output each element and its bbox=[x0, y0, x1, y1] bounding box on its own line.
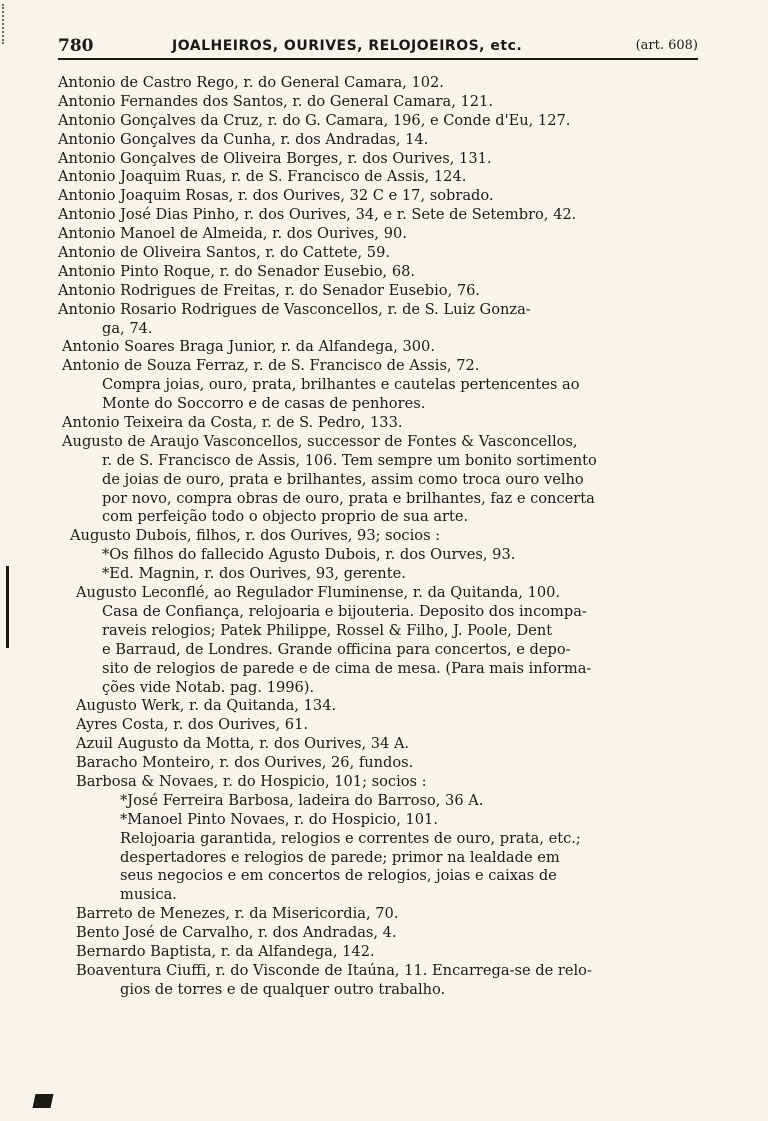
listing-line: Augusto Werk, r. da Quitanda, 134. bbox=[76, 697, 337, 715]
listing-line: Antonio Rosario Rodrigues de Vasconcellos, r. de S. Luiz Gonza- bbox=[58, 300, 531, 318]
listing-line: Antonio Soares Braga Junior, r. da Alfandega, 300. bbox=[62, 338, 435, 356]
listing-line: Antonio Gonçalves da Cunha, r. dos Andradas, 14. bbox=[58, 130, 429, 148]
listing-line: Compra joias, ouro, prata, brilhantes e cautelas pertencentes ao bbox=[102, 376, 580, 394]
listing-line: Boaventura Ciuffi, r. do Visconde de Itaúna, 11. Encarrega-se de relo- bbox=[76, 961, 592, 979]
listing-line: Antonio de Castro Rego, r. do General Camara, 102. bbox=[58, 74, 444, 91]
listing-line: sito de relogios de parede e de cima de mesa. (Para mais informa- bbox=[102, 659, 592, 677]
listing-line: Antonio Teixeira da Costa, r. de S. Pedro, 133. bbox=[62, 414, 403, 432]
listing-line: e Barraud, de Londres. Grande officina para concertos, e depo- bbox=[102, 640, 571, 658]
listing-line: Antonio de Oliveira Santos, r. do Cattete, 59. bbox=[58, 244, 391, 262]
listing-line: com perfeição todo o objecto proprio de sua arte. bbox=[102, 508, 469, 526]
listing-line: *José Ferreira Barbosa, ladeira do Barroso, 36 A. bbox=[120, 791, 484, 809]
listing-line: Bernardo Baptista, r. da Alfandega, 142. bbox=[76, 942, 375, 960]
listing-line: Bento José de Carvalho, r. dos Andradas, 4. bbox=[76, 924, 397, 942]
listing-line: por novo, compra obras de ouro, prata e brilhantes, faz e concerta bbox=[102, 489, 595, 507]
listing-line: Antonio Pinto Roque, r. do Senador Eusebio, 68. bbox=[58, 262, 416, 280]
listing-line: despertadores e relogios de parede; primor na lealdade em bbox=[120, 848, 560, 866]
listing-line: Augusto Leconflé, ao Regulador Fluminense, r. da Quitanda, 100. bbox=[76, 584, 561, 602]
listing-line: Antonio Joaquim Rosas, r. dos Ourives, 32 C e 17, sobrado. bbox=[58, 187, 494, 205]
listing-line: Antonio Fernandes dos Santos, r. do General Camara, 121. bbox=[58, 92, 493, 110]
listing-line: musica. bbox=[120, 886, 177, 904]
scan-speckle bbox=[2, 4, 26, 44]
article-reference: (art. 608) bbox=[635, 38, 698, 53]
listing-line: Antonio Joaquim Ruas, r. de S. Francisco de Assis, 124. bbox=[58, 168, 467, 186]
listing-line: raveis relogios; Patek Philippe, Rossel & Filho, J. Poole, Dent bbox=[102, 621, 553, 639]
running-title: JOALHEIROS, OURIVES, RELOJOEIROS, etc. bbox=[172, 38, 523, 54]
listing-line: Antonio de Souza Ferraz, r. de S. Francisco de Assis, 72. bbox=[62, 357, 480, 375]
listing-line: Augusto Dubois, filhos, r. dos Ourives, 93; socios : bbox=[70, 527, 441, 545]
margin-ink-bar bbox=[6, 566, 9, 648]
listing-line: Antonio Manoel de Almeida, r. dos Ourives, 90. bbox=[58, 225, 407, 243]
listing-line: Azuil Augusto da Motta, r. dos Ourives, 34 A. bbox=[76, 735, 410, 753]
listing-line: Barreto de Menezes, r. da Misericordia, 70. bbox=[76, 905, 399, 923]
listing-line: seus negocios e em concertos de relogios, joias e caixas de bbox=[120, 867, 557, 885]
listing-line: Antonio Rodrigues de Freitas, r. do Senador Eusebio, 76. bbox=[58, 281, 481, 299]
listing-line: Relojoaria garantida, relogios e correntes de ouro, prata, etc.; bbox=[120, 829, 581, 847]
directory-listing bbox=[58, 74, 706, 1000]
page-number: 780 bbox=[58, 36, 94, 56]
listing-line: *Manoel Pinto Novaes, r. do Hospicio, 101. bbox=[120, 810, 438, 828]
listing-line: *Ed. Magnin, r. dos Ourives, 93, gerente. bbox=[102, 565, 406, 583]
page-header bbox=[58, 34, 698, 60]
listing-line: gios de torres e de qualquer outro trabalho. bbox=[120, 980, 446, 998]
listing-line: de joias de ouro, prata e brilhantes, assim como troca ouro velho bbox=[102, 470, 584, 488]
corner-ink-mark bbox=[33, 1094, 54, 1108]
listing-line: Antonio José Dias Pinho, r. dos Ourives, 34, e r. Sete de Setembro, 42. bbox=[58, 206, 577, 224]
listing-line: Barbosa & Novaes, r. do Hospicio, 101; socios : bbox=[76, 772, 427, 790]
listing-line: ga, 74. bbox=[102, 319, 153, 337]
listing-line: Antonio Gonçalves de Oliveira Borges, r. dos Ourives, 131. bbox=[58, 149, 492, 167]
listing-line: Casa de Confiança, relojoaria e bijouteria. Deposito dos incompa- bbox=[102, 602, 587, 620]
listing-line: *Os filhos do fallecido Agusto Dubois, r. dos Ourves, 93. bbox=[102, 546, 516, 564]
listing-line: Baracho Monteiro, r. dos Ourives, 26, fundos. bbox=[76, 754, 414, 772]
listing-line: Monte do Soccorro e de casas de penhores. bbox=[102, 395, 426, 413]
listing-line: Antonio Gonçalves da Cruz, r. do G. Camara, 196, e Conde d'Eu, 127. bbox=[58, 111, 571, 129]
listing-line: r. de S. Francisco de Assis, 106. Tem sempre um bonito sortimento bbox=[102, 451, 597, 469]
listing-line: Ayres Costa, r. dos Ourives, 61. bbox=[76, 716, 308, 734]
listing-line: Augusto de Araujo Vasconcellos, successor de Fontes & Vasconcellos, bbox=[62, 432, 578, 450]
listing-line: ções vide Notab. pag. 1996). bbox=[102, 678, 315, 696]
